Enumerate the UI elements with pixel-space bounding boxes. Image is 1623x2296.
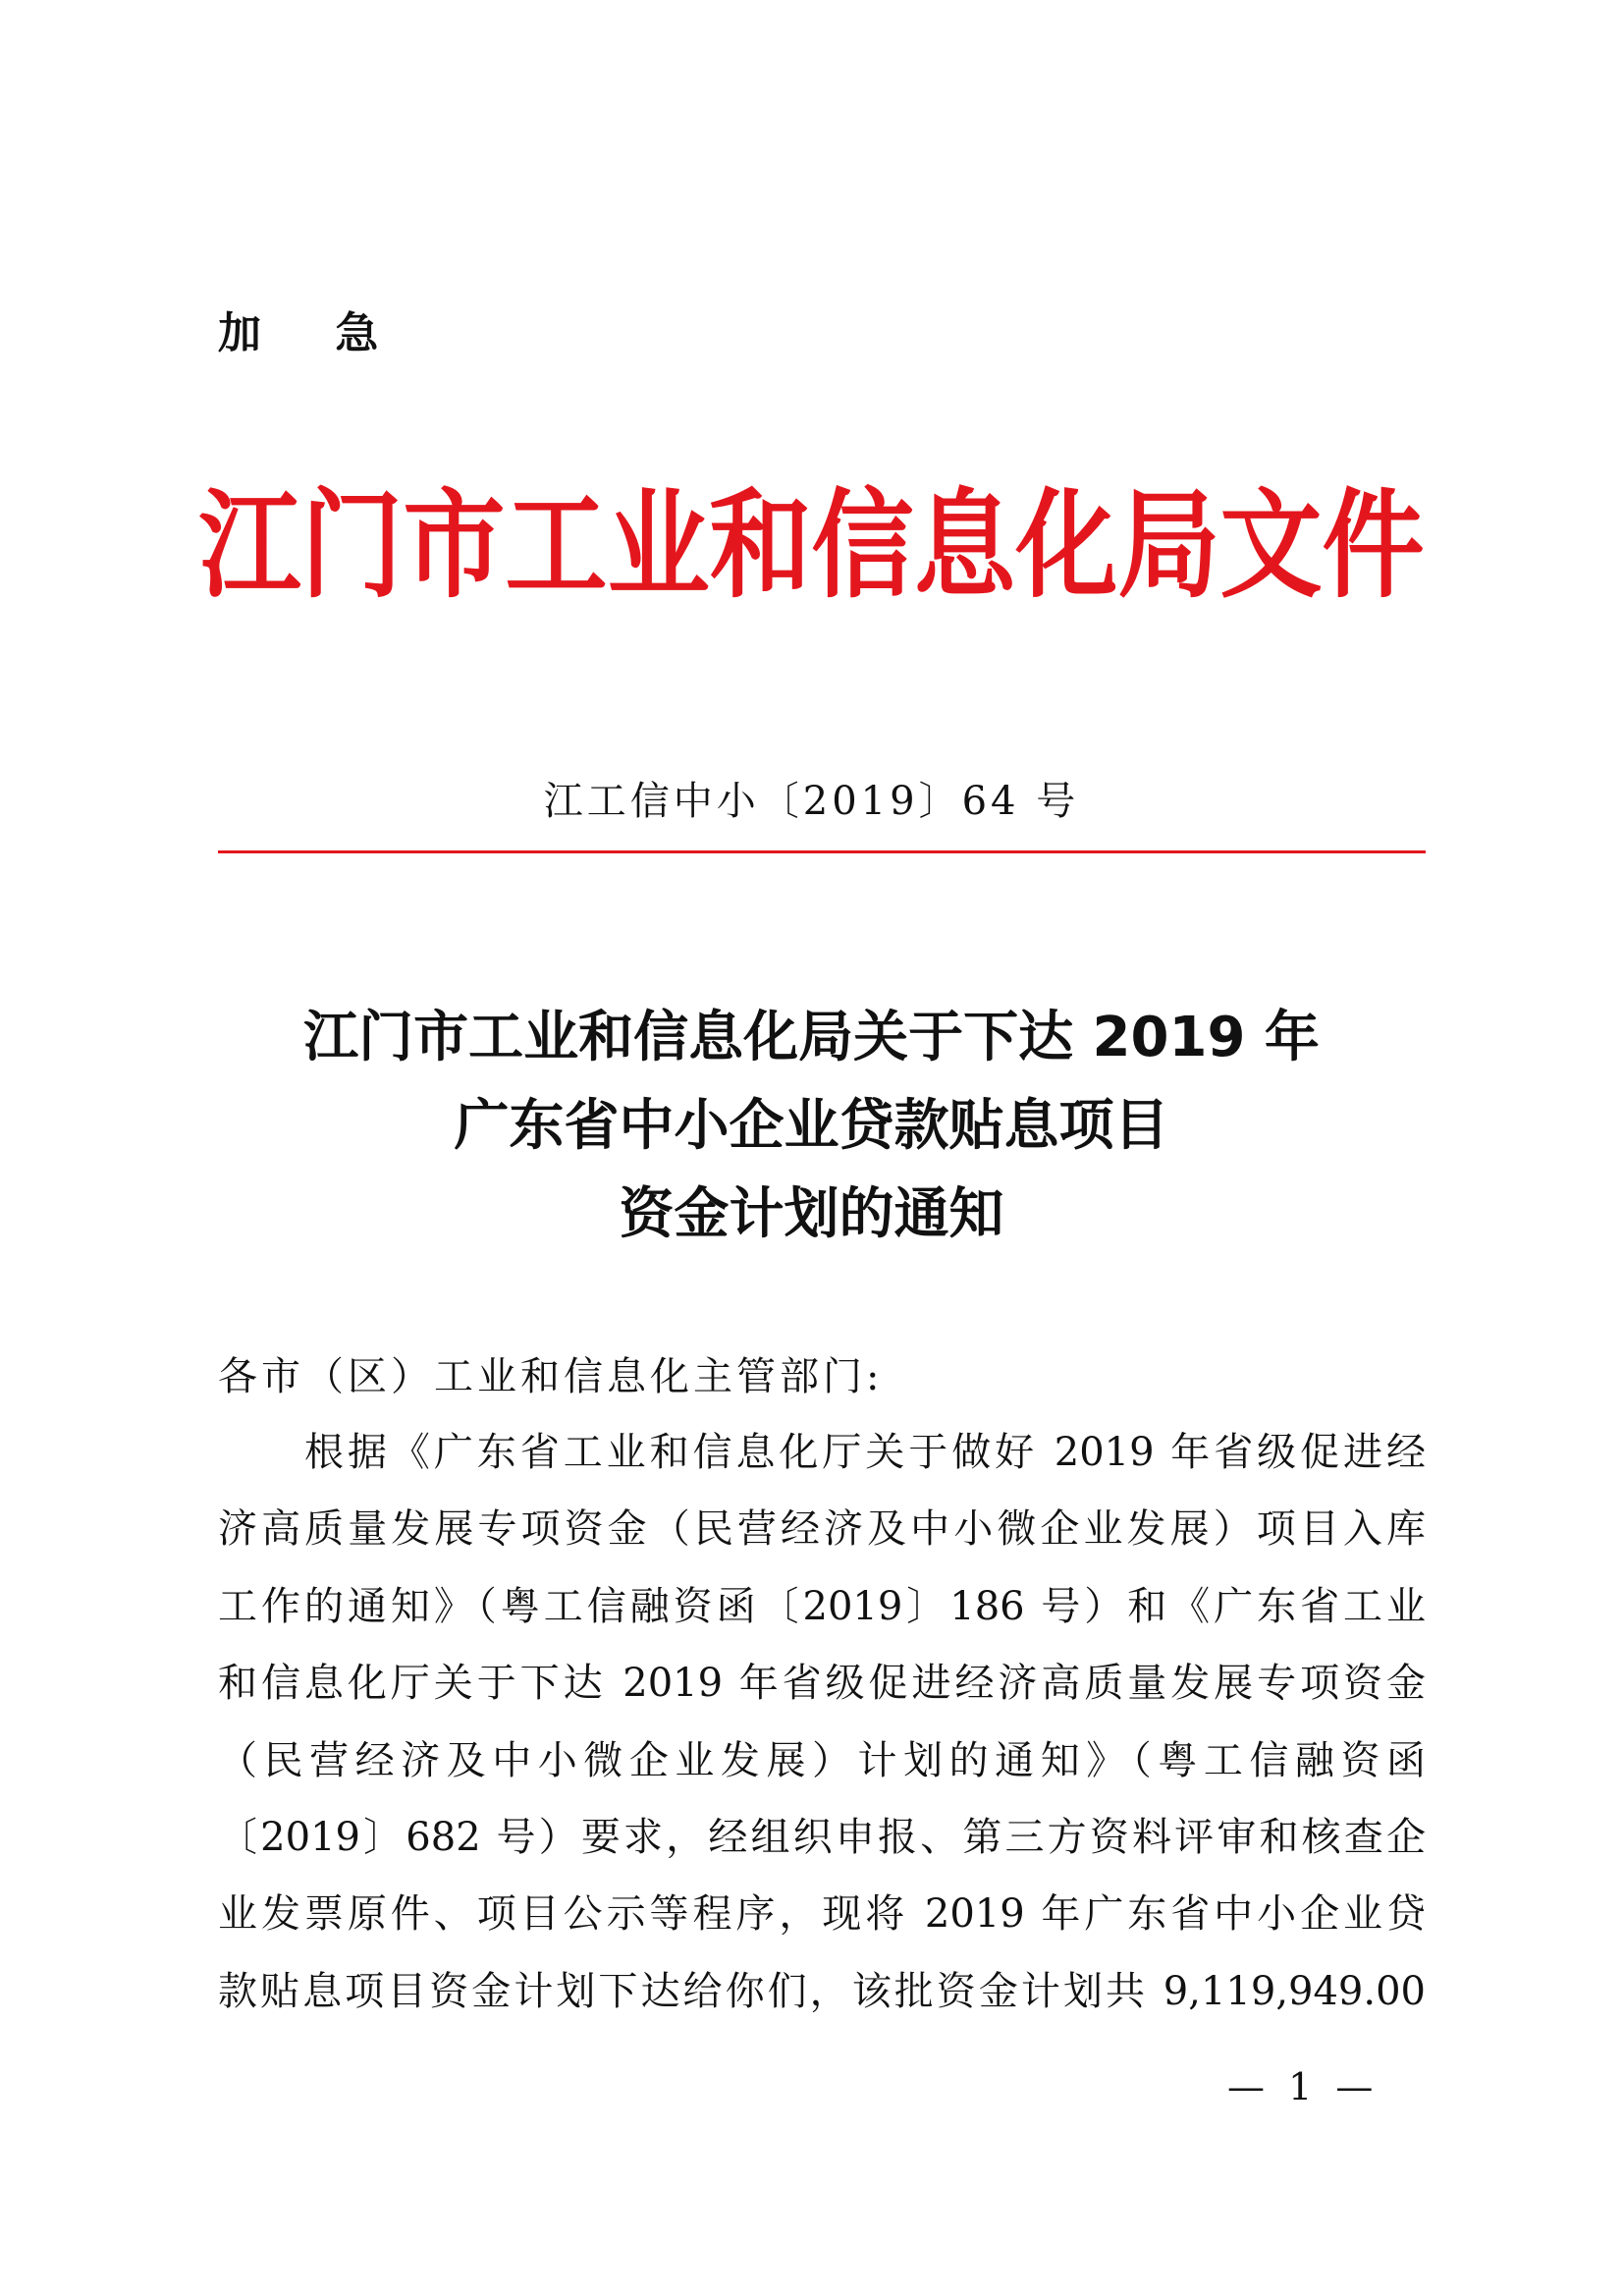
body-line-6: 〔2019〕682 号）要求，经组织申报、第三方资料评审和核查企 <box>218 1814 1426 1860</box>
body-line-1: 根据《广东省工业和信息化厅关于做好 2019 年省级促进经 <box>304 1430 1426 1475</box>
body-line-3: 工作的通知》（粤工信融资函〔2019〕186 号）和《广东省工业 <box>218 1583 1426 1629</box>
body-line-2: 济高质量发展专项资金（民营经济及中小微企业发展）项目入库 <box>218 1506 1426 1553</box>
document-number: 江工信中小〔2019〕64 号 <box>543 779 1080 824</box>
body-paragraph <box>218 1414 1426 2030</box>
notice-title-line-1: 江门市工业和信息化局关于下达 2019 年 <box>303 1006 1320 1069</box>
salutation: 各市（区）工业和信息化主管部门: <box>218 1354 884 1399</box>
page-number: — 1 — <box>1227 2065 1380 2108</box>
body-line-4: 和信息化厅关于下达 2019 年省级促进经济高质量发展专项资金 <box>218 1661 1426 1707</box>
body-line-8: 款贴息项目资金计划下达给你们，该批资金计划共 9,119,949.00 <box>218 1968 1426 2014</box>
notice-title-line-2: 广东省中小企业贷款贴息项目 <box>454 1094 1169 1158</box>
issuing-organization-title: 江门市工业和信息化局文件 <box>198 474 1425 615</box>
body-line-5: （民营经济及中小微企业发展）计划的通知》（粤工信融资函 <box>218 1737 1426 1783</box>
red-divider-line <box>218 850 1426 853</box>
notice-title-line-3: 资金计划的通知 <box>619 1182 1004 1246</box>
notice-title <box>0 994 1623 1259</box>
urgency-label: 加 急 <box>218 308 408 358</box>
body-line-7: 业发票原件、项目公示等程序，现将 2019 年广东省中小企业贷 <box>218 1891 1426 1938</box>
